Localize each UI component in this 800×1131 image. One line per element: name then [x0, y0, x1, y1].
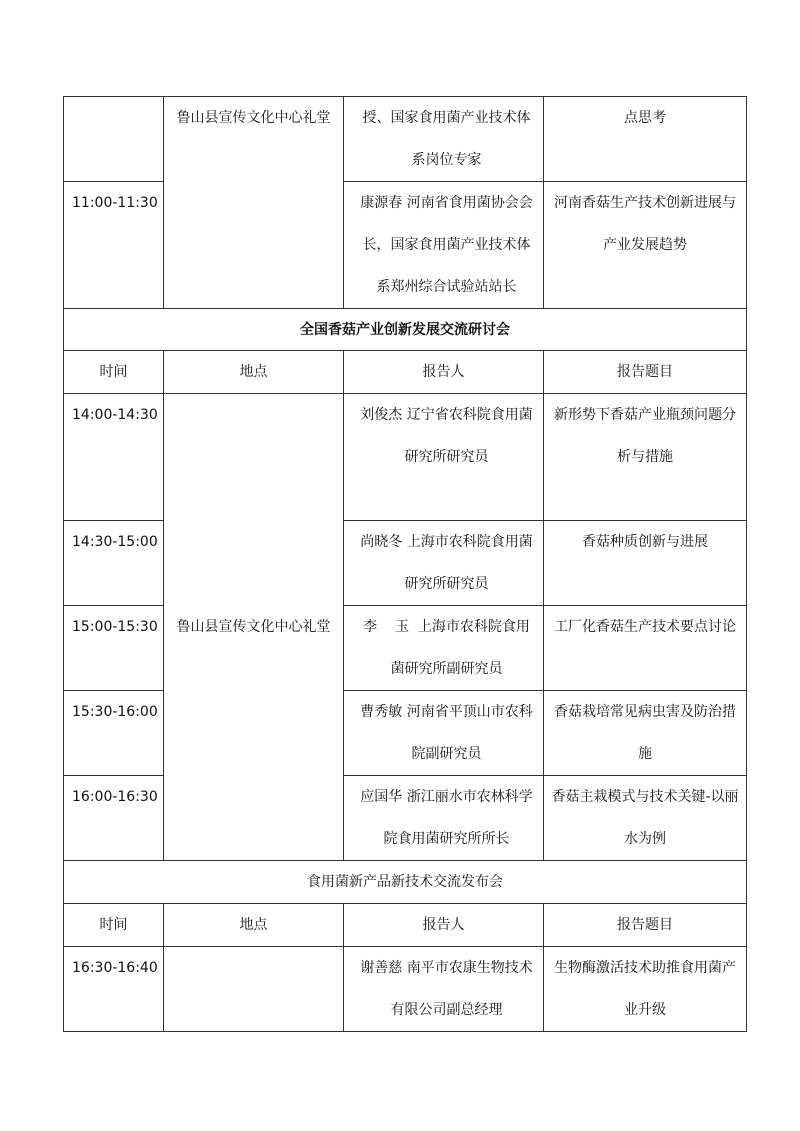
speaker-cell: 康源春 河南省食用菌协会会长，国家食用菌产业技术体系郑州综合试验站站长 [344, 182, 544, 309]
topic-cell: 工厂化香菇生产技术要点讨论 [544, 606, 747, 691]
header-venue: 地点 [164, 904, 344, 947]
topic-cell: 香菇主栽模式与技术关键-以丽水为例 [544, 776, 747, 861]
speaker-cell: 尚晓冬 上海市农科院食用菌研究所研究员 [344, 521, 544, 606]
time-cell: 16:30-16:40 [64, 947, 164, 1032]
speaker-cell: 曹秀敏 河南省平顶山市农科院副研究员 [344, 691, 544, 776]
speaker-cell: 应国华 浙江丽水市农林科学院食用菌研究所所长 [344, 776, 544, 861]
topic-cell: 香菇种质创新与进展 [544, 521, 747, 606]
topic-cell: 点思考 [544, 97, 747, 182]
section-title: 全国香菇产业创新发展交流研讨会 [64, 309, 747, 351]
time-cell: 14:00-14:30 [64, 394, 164, 521]
table-row [64, 97, 747, 182]
speaker-cell: 谢善慈 南平市农康生物技术有限公司副总经理 [344, 947, 544, 1032]
header-time: 时间 [64, 904, 164, 947]
speaker-cell: 李 玉 上海市农科院食用菌研究所副研究员 [344, 606, 544, 691]
time-cell: 11:00-11:30 [64, 182, 164, 309]
header-time: 时间 [64, 351, 164, 394]
section-title-row [64, 309, 747, 351]
header-topic: 报告题目 [544, 351, 747, 394]
time-cell: 15:00-15:30 [64, 606, 164, 691]
venue-cell [164, 947, 344, 1032]
header-speaker: 报告人 [344, 904, 544, 947]
time-cell: 16:00-16:30 [64, 776, 164, 861]
topic-cell: 生物酶激活技术助推食用菌产业升级 [544, 947, 747, 1032]
topic-cell: 香菇栽培常见病虫害及防治措施 [544, 691, 747, 776]
time-cell [64, 97, 164, 182]
time-cell: 14:30-15:00 [64, 521, 164, 606]
header-speaker: 报告人 [344, 351, 544, 394]
table-row [64, 947, 747, 1032]
header-row [64, 904, 747, 947]
venue-cell: 鲁山县宣传文化中心礼堂 [164, 394, 344, 861]
header-venue: 地点 [164, 351, 344, 394]
schedule-table [63, 96, 747, 1032]
time-cell: 15:30-16:00 [64, 691, 164, 776]
speaker-cell: 刘俊杰 辽宁省农科院食用菌研究所研究员 [344, 394, 544, 521]
header-row [64, 351, 747, 394]
section-title: 食用菌新产品新技术交流发布会 [64, 861, 747, 904]
header-topic: 报告题目 [544, 904, 747, 947]
topic-cell: 新形势下香菇产业瓶颈问题分析与措施 [544, 394, 747, 521]
speaker-cell: 授、国家食用菌产业技术体系岗位专家 [344, 97, 544, 182]
venue-cell: 鲁山县宣传文化中心礼堂 [164, 97, 344, 309]
table-row [64, 394, 747, 521]
section-title-row [64, 861, 747, 904]
topic-cell: 河南香菇生产技术创新进展与产业发展趋势 [544, 182, 747, 309]
